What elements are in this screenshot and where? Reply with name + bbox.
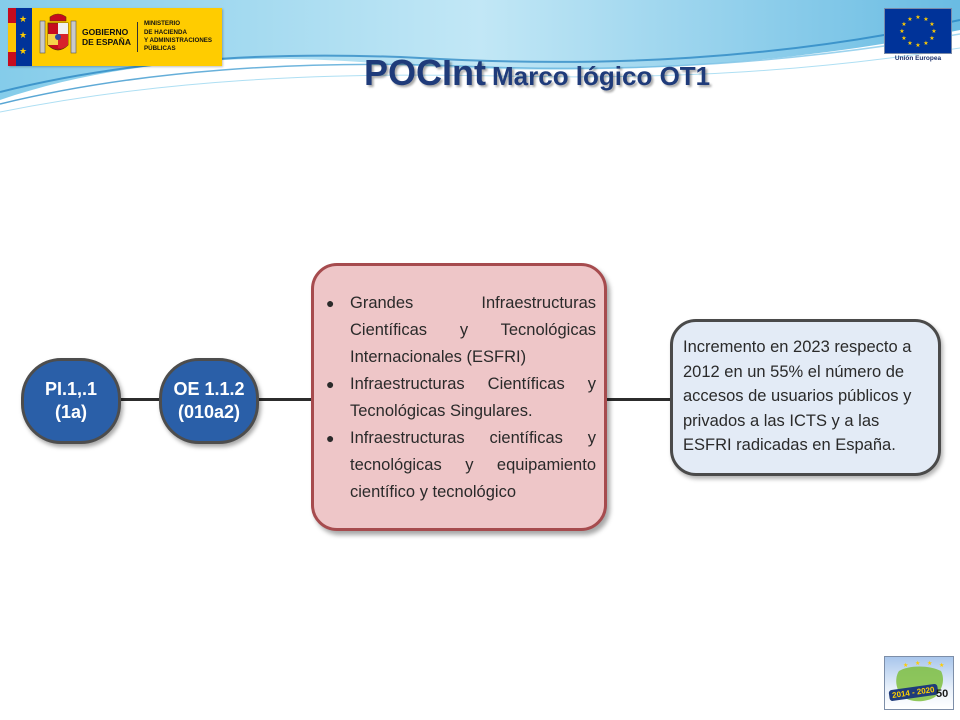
instruments-list	[324, 290, 596, 506]
svg-text:★: ★	[901, 21, 907, 28]
result-indicator-box	[670, 319, 941, 476]
gobierno-label: GOBIERNO DE ESPAÑA	[82, 22, 138, 52]
eu-label: Unión Europea	[894, 55, 942, 62]
svg-text:★: ★	[929, 35, 935, 42]
svg-text:★: ★	[931, 28, 937, 35]
page-title	[364, 52, 710, 94]
instruments-box	[311, 263, 607, 531]
svg-text:★: ★	[927, 660, 933, 667]
connector-oe-instruments	[256, 398, 314, 401]
svg-text:★: ★	[923, 40, 929, 47]
result-indicator-text: Incremento en 2023 respecto a 2012 en un 55% el número de accesos de usuarios públicos y privados a las ICTS y a las ESFRI radicadas en España.	[683, 338, 912, 454]
svg-text:★: ★	[903, 662, 909, 669]
svg-text:★: ★	[915, 14, 921, 21]
title-main: POCInt	[364, 52, 486, 93]
connector-pi-oe	[116, 398, 162, 401]
svg-text:★: ★	[929, 21, 935, 28]
bullet-icon: ●	[326, 430, 335, 446]
bullet-icon: ●	[326, 376, 335, 392]
connector-instruments-result	[606, 398, 672, 401]
node-pi	[21, 358, 121, 444]
bullet-icon: ●	[326, 295, 335, 311]
svg-text:★: ★	[901, 35, 907, 42]
gobierno-espana-logo	[8, 8, 222, 66]
instrument-item: ● Infraestructuras Científicas y Tecnológicas Singulares.	[350, 371, 596, 425]
svg-text:★: ★	[899, 28, 905, 35]
svg-text:★: ★	[923, 16, 929, 23]
node-oe-label: OE 1.1.2 (010a2)	[173, 379, 245, 422]
node-oe	[159, 358, 259, 444]
page-number: 50	[936, 688, 949, 700]
instrument-item: ● Grandes Infraestructuras Científicas y Tecnológicas Internacionales (ESFRI)	[350, 290, 596, 371]
instrument-item: ● Infraestructuras científicas y tecnológicas y equipamiento científico y tecnológico	[350, 425, 596, 506]
svg-text:★: ★	[907, 16, 913, 23]
svg-text:★: ★	[915, 42, 921, 49]
eu-flag-icon	[884, 8, 952, 54]
period-label: 2014 - 2020	[888, 684, 938, 702]
title-sub: Marco lógico OT1	[492, 61, 711, 91]
spain-flag-strip	[8, 8, 16, 66]
svg-text:★: ★	[907, 40, 913, 47]
ministerio-label: MINISTERIO DE HACIENDA Y ADMINISTRACIONES PÚBLICAS	[143, 20, 213, 53]
coat-of-arms-icon	[36, 11, 80, 63]
node-pi-label: PI.1,.1 (1a)	[44, 379, 98, 422]
svg-text:★: ★	[915, 660, 921, 667]
svg-text:★: ★	[939, 662, 945, 669]
eu-stars-strip: ★ ★ ★	[16, 8, 32, 66]
iberia-map-icon	[885, 657, 954, 710]
period-2014-2020-logo	[884, 656, 954, 710]
